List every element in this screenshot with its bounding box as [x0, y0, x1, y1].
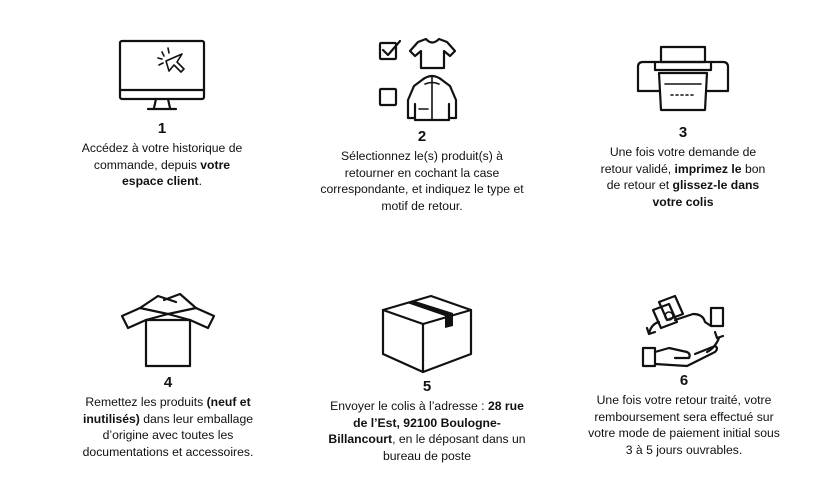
step-description	[312, 148, 532, 214]
printer-icon	[635, 44, 731, 116]
step-text-bold: 28 rue de l’Est, 92100 Boulogne-Billancourt	[328, 399, 524, 446]
sealed-box-icon	[379, 292, 475, 376]
step-description	[317, 398, 537, 464]
checklist-clothing-icon	[374, 34, 470, 126]
step-text: Une fois votre retour traité, votre remboursement sera effectué sur votre mode de paiement initial sous 3 à 5 jours ouvrables.	[588, 393, 780, 457]
step-6	[574, 292, 794, 458]
step-text: dans leur emballage d’origine avec toutes les documentations et accessoires.	[82, 411, 254, 459]
step-number: 2	[417, 128, 427, 145]
step-text: Sélectionnez le(s) produit(s) à retourner en cochant la case correspondante, et indiquez le type et motif de retour.	[320, 149, 524, 213]
step-4	[58, 290, 278, 460]
step-1	[52, 38, 272, 190]
step-text-bold: glissez-le dans votre colis	[652, 178, 760, 209]
money-refund-hands-icon	[639, 292, 729, 372]
step-number: 4	[163, 374, 173, 391]
step-text: Une fois votre demande de retour validé,	[600, 145, 757, 176]
step-description	[573, 144, 793, 210]
step-text: Remettez les produits	[85, 395, 207, 409]
step-number: 1	[157, 120, 167, 137]
step-text: , en le déposant dans un bureau de poste	[382, 432, 526, 463]
step-text-bold: votre espace client	[122, 157, 231, 188]
step-number: 5	[422, 378, 432, 395]
step-text: bon de retour et	[606, 161, 766, 192]
step-text: Envoyer le colis à l’adresse :	[330, 399, 488, 413]
step-text: .	[198, 174, 202, 188]
step-5	[317, 292, 537, 464]
step-text-bold: (neuf et inutilisés)	[82, 395, 251, 426]
step-description	[574, 392, 794, 458]
step-text: Accédez à votre historique de commande, depuis	[81, 141, 243, 172]
step-3	[573, 44, 793, 210]
step-number: 3	[678, 124, 688, 141]
step-text-bold: imprimez le	[674, 161, 742, 176]
step-2	[312, 34, 532, 214]
step-number: 6	[679, 372, 689, 389]
step-description	[52, 140, 272, 190]
computer-monitor-cursor-icon	[116, 38, 208, 114]
open-box-icon	[118, 290, 218, 370]
step-description	[58, 394, 278, 460]
